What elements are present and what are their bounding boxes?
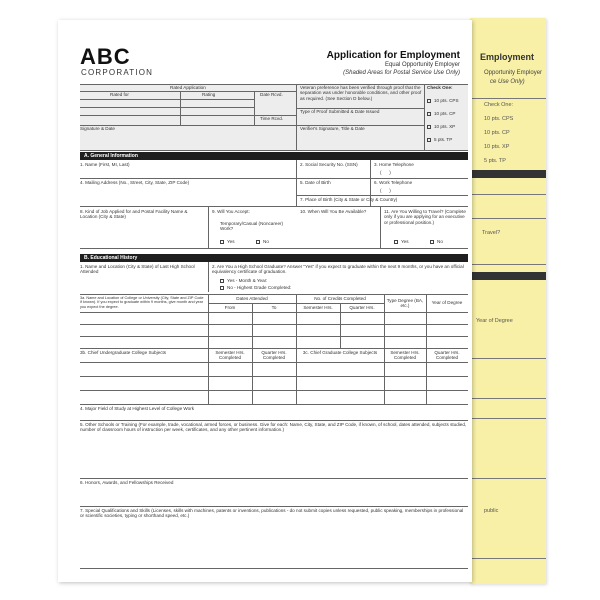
form-note: (Shaded Areas for Postal Service Use Only) [343,70,460,76]
checkbox-icon [220,240,224,244]
grad-quarter-label: Quarter Hrs. Completed [434,350,460,361]
yellow-note: ce Use Only) [490,79,525,85]
checkbox-icon [427,112,431,116]
check-option-cp[interactable] [427,111,455,116]
veteran-preference-label: Veteran preference has been verified through proof that the separation was under honorable conditions, and other proof as required. (See Section D below.) [300,85,422,101]
company-logo: ABC [80,44,131,69]
graduate-no-label: No - Highest Grade Completed: [227,285,292,290]
time-rcvd-label: Time Rcvd. [260,116,284,121]
application-form-sheet [58,20,472,582]
checkbox-icon [430,240,434,244]
yellow-rule [470,264,546,265]
undergrad-subjects-field[interactable]: 3b. Chief Undergraduate College Subjects [80,350,167,355]
date-of-birth-field[interactable]: 5. Date of Birth [300,180,331,185]
rule [296,195,468,196]
grad-semester-label: Semester Hrs. Completed [390,350,420,361]
graduate-yes-label: Yes - Month & Year: [227,278,268,283]
rated-for-label: Rated for [110,92,129,97]
year-of-degree-label: Year of Degree [431,300,463,305]
yellow-check-option: 5 pts. TP [484,158,506,164]
checkbox-icon [427,99,431,103]
type-degree-label: Type Degree (BA, etc.) [386,298,424,309]
graduate-yes[interactable] [220,278,267,283]
no-label: No [437,239,443,244]
semester-hrs-label: Semester Hrs. [303,305,333,310]
check-one-label: Check One: [427,85,453,90]
rule [80,324,468,325]
honors-awards-field[interactable]: 6. Honors, Awards, and Fellowships Received [80,480,174,485]
rule [296,160,297,206]
accept-temp-no[interactable] [256,239,269,244]
yellow-subtitle: Opportunity Employer [484,70,543,76]
rule [80,99,254,100]
yellow-rule [470,418,546,419]
rule [80,568,468,569]
yellow-check-option: 10 pts. CP [484,130,510,136]
yes-label: Yes [227,239,235,244]
checkbox-icon [427,138,431,142]
rule [80,248,468,249]
rule [80,294,468,295]
date-rcvd-label: Date Rcvd. [260,92,283,97]
rule [80,404,468,405]
rule [252,303,253,348]
ssn-field[interactable]: 2. Social Security No. (SSN) [300,162,358,167]
yellow-rule [470,98,546,99]
rule [80,376,468,377]
rule [80,478,468,479]
rating-label: Rating [202,92,216,97]
willing-to-travel-label: 11. Are You Willing to Travel? (Complete only if you are applying for an executive or professional position.) [384,209,466,225]
check-option-cps[interactable] [427,98,459,103]
undergrad-semester-label: Semester Hrs. Completed [215,350,245,361]
rule [80,178,468,179]
check-option-label: 5 pts. TP [434,137,453,142]
checkbox-icon [256,240,260,244]
yellow-skills: public [484,508,499,514]
rule [80,390,468,391]
rule [80,348,468,349]
rule [296,84,297,150]
yellow-band [470,170,546,178]
credits-completed-label: No. of Credits Completed [314,296,366,301]
rule [380,206,381,248]
accept-temp-yes[interactable] [220,239,235,244]
yellow-title: Employment [480,52,535,62]
phone-area-code: ( ) [380,188,391,193]
dates-attended-label: Dates Attended [236,296,268,301]
check-option-tp[interactable] [427,137,452,142]
yellow-degree: Year of Degree [476,318,513,324]
section-b-title: B. Educational History [84,255,138,261]
company-tagline: CORPORATION [81,68,154,77]
rule [80,506,468,507]
major-field-of-study[interactable]: 4. Major Field of Study at Highest Level of College Work [80,406,195,411]
rule [80,150,468,151]
rule [208,262,209,292]
yellow-rule [470,358,546,359]
check-option-label: 10 pts. CP [434,111,456,116]
form-title: Application for Employment [326,50,460,61]
rule [254,91,255,125]
rule [80,336,468,337]
yellow-travel: Travel? [482,230,501,236]
rule [80,206,468,207]
rule [80,312,468,313]
yellow-check-option: 10 pts. XP [484,144,510,150]
rule [340,303,341,348]
temporary-casual-label: Temporary/Casual (Noncareer) Work? [220,221,284,232]
home-telephone-field[interactable]: 3. Home Telephone [374,162,414,167]
place-of-birth-field[interactable]: 7. Place of Birth (City & State or City & Country) [300,197,398,202]
phone-area-code: ( ) [380,170,391,175]
type-of-proof-label: Type of Proof Submitted & Date Issued [300,109,380,114]
name-field[interactable]: 1. Name (First, MI, Last) [80,162,130,167]
undergrad-quarter-label: Quarter Hrs. Completed [261,350,287,361]
checkbox-icon [220,279,224,283]
check-option-xp[interactable] [427,124,455,129]
yellow-rule [470,398,546,399]
from-label: From [224,305,236,310]
yellow-check-option: 10 pts. CPS [484,116,514,122]
yellow-rule [470,558,546,559]
rated-application-label: Rated Application [170,85,206,90]
to-label: To [271,305,277,310]
mailing-address-field[interactable]: 4. Mailing Address (No., Street, City, State, ZIP Code) [80,180,190,185]
high-school-field[interactable]: 1. Name and Location (City & State) of Last High School Attended [80,264,195,275]
kind-of-job-field[interactable]: 8. Kind of Job Applied for and Postal Facility Name & Location (City & State) [80,209,188,220]
will-you-accept-label: 9. Will You Accept: [212,209,250,214]
rule [80,420,468,421]
travel-yes[interactable] [394,239,409,244]
rule [80,107,254,108]
check-option-label: 10 pts. CPS [434,98,459,103]
special-qualifications-field[interactable]: 7. Special Qualifications and Skills (Licenses, skills with machines, patents or inventions, publications - do not submit copies unless requested, public speaking, memberships in professional or scientific societies, typing or shorthand speed, etc.) [80,508,464,519]
yes-label: Yes [401,239,409,244]
yellow-rule [470,194,546,195]
section-b-header [80,254,468,262]
verifier-signature-label: Verifier's Signature, Title & Date [300,126,365,131]
graduate-no[interactable] [220,285,291,290]
rule [180,91,181,125]
rule [208,206,209,248]
quarter-hrs-label: Quarter Hrs. [349,305,375,310]
checkbox-icon [427,125,431,129]
yellow-rule [470,478,546,479]
section-a-header [80,152,468,160]
yellow-rule [470,218,546,219]
availability-field[interactable]: 10. When Will You Be Available? [300,209,367,214]
check-option-label: 10 pts. XP [434,124,456,129]
high-school-graduate-label: 2. Are You a High School Graduate? Answer "Yes" if you expect to graduate within the next 9 months, or you have an official equivalency certificate of graduation. [212,264,464,275]
work-telephone-field[interactable]: 6. Work Telephone [374,180,413,185]
grad-subjects-field[interactable]: 3c. Chief Graduate College Subjects [302,350,378,355]
college-field[interactable]: 3a. Name and Location of College or University (City, State and ZIP Code if known). If you expect to graduate within 9 months, give month and year you expect the degree. [80,296,204,309]
checkbox-icon [394,240,398,244]
other-schools-field[interactable]: 5. Other Schools or Training (For example, trade, vocational, armed forces, or business. Give for each: Name, City, State, and ZIP Code, if known, of school, dates attended, subjects studied, number of classroom hours of instruction per week, certificates, and any other pertinent information.) [80,422,467,433]
form-subtitle: Equal Opportunity Employer [384,62,460,68]
signature-date-label: Signature & Date [80,126,115,131]
section-a-title: A. General Information [84,153,138,159]
checkbox-icon [220,286,224,290]
yellow-carbon-copy [470,18,546,584]
rule [424,84,425,150]
rule [80,362,468,363]
yellow-band [470,272,546,280]
travel-no[interactable] [430,239,443,244]
yellow-check-one: Check One: [484,102,514,108]
no-label: No [263,239,269,244]
